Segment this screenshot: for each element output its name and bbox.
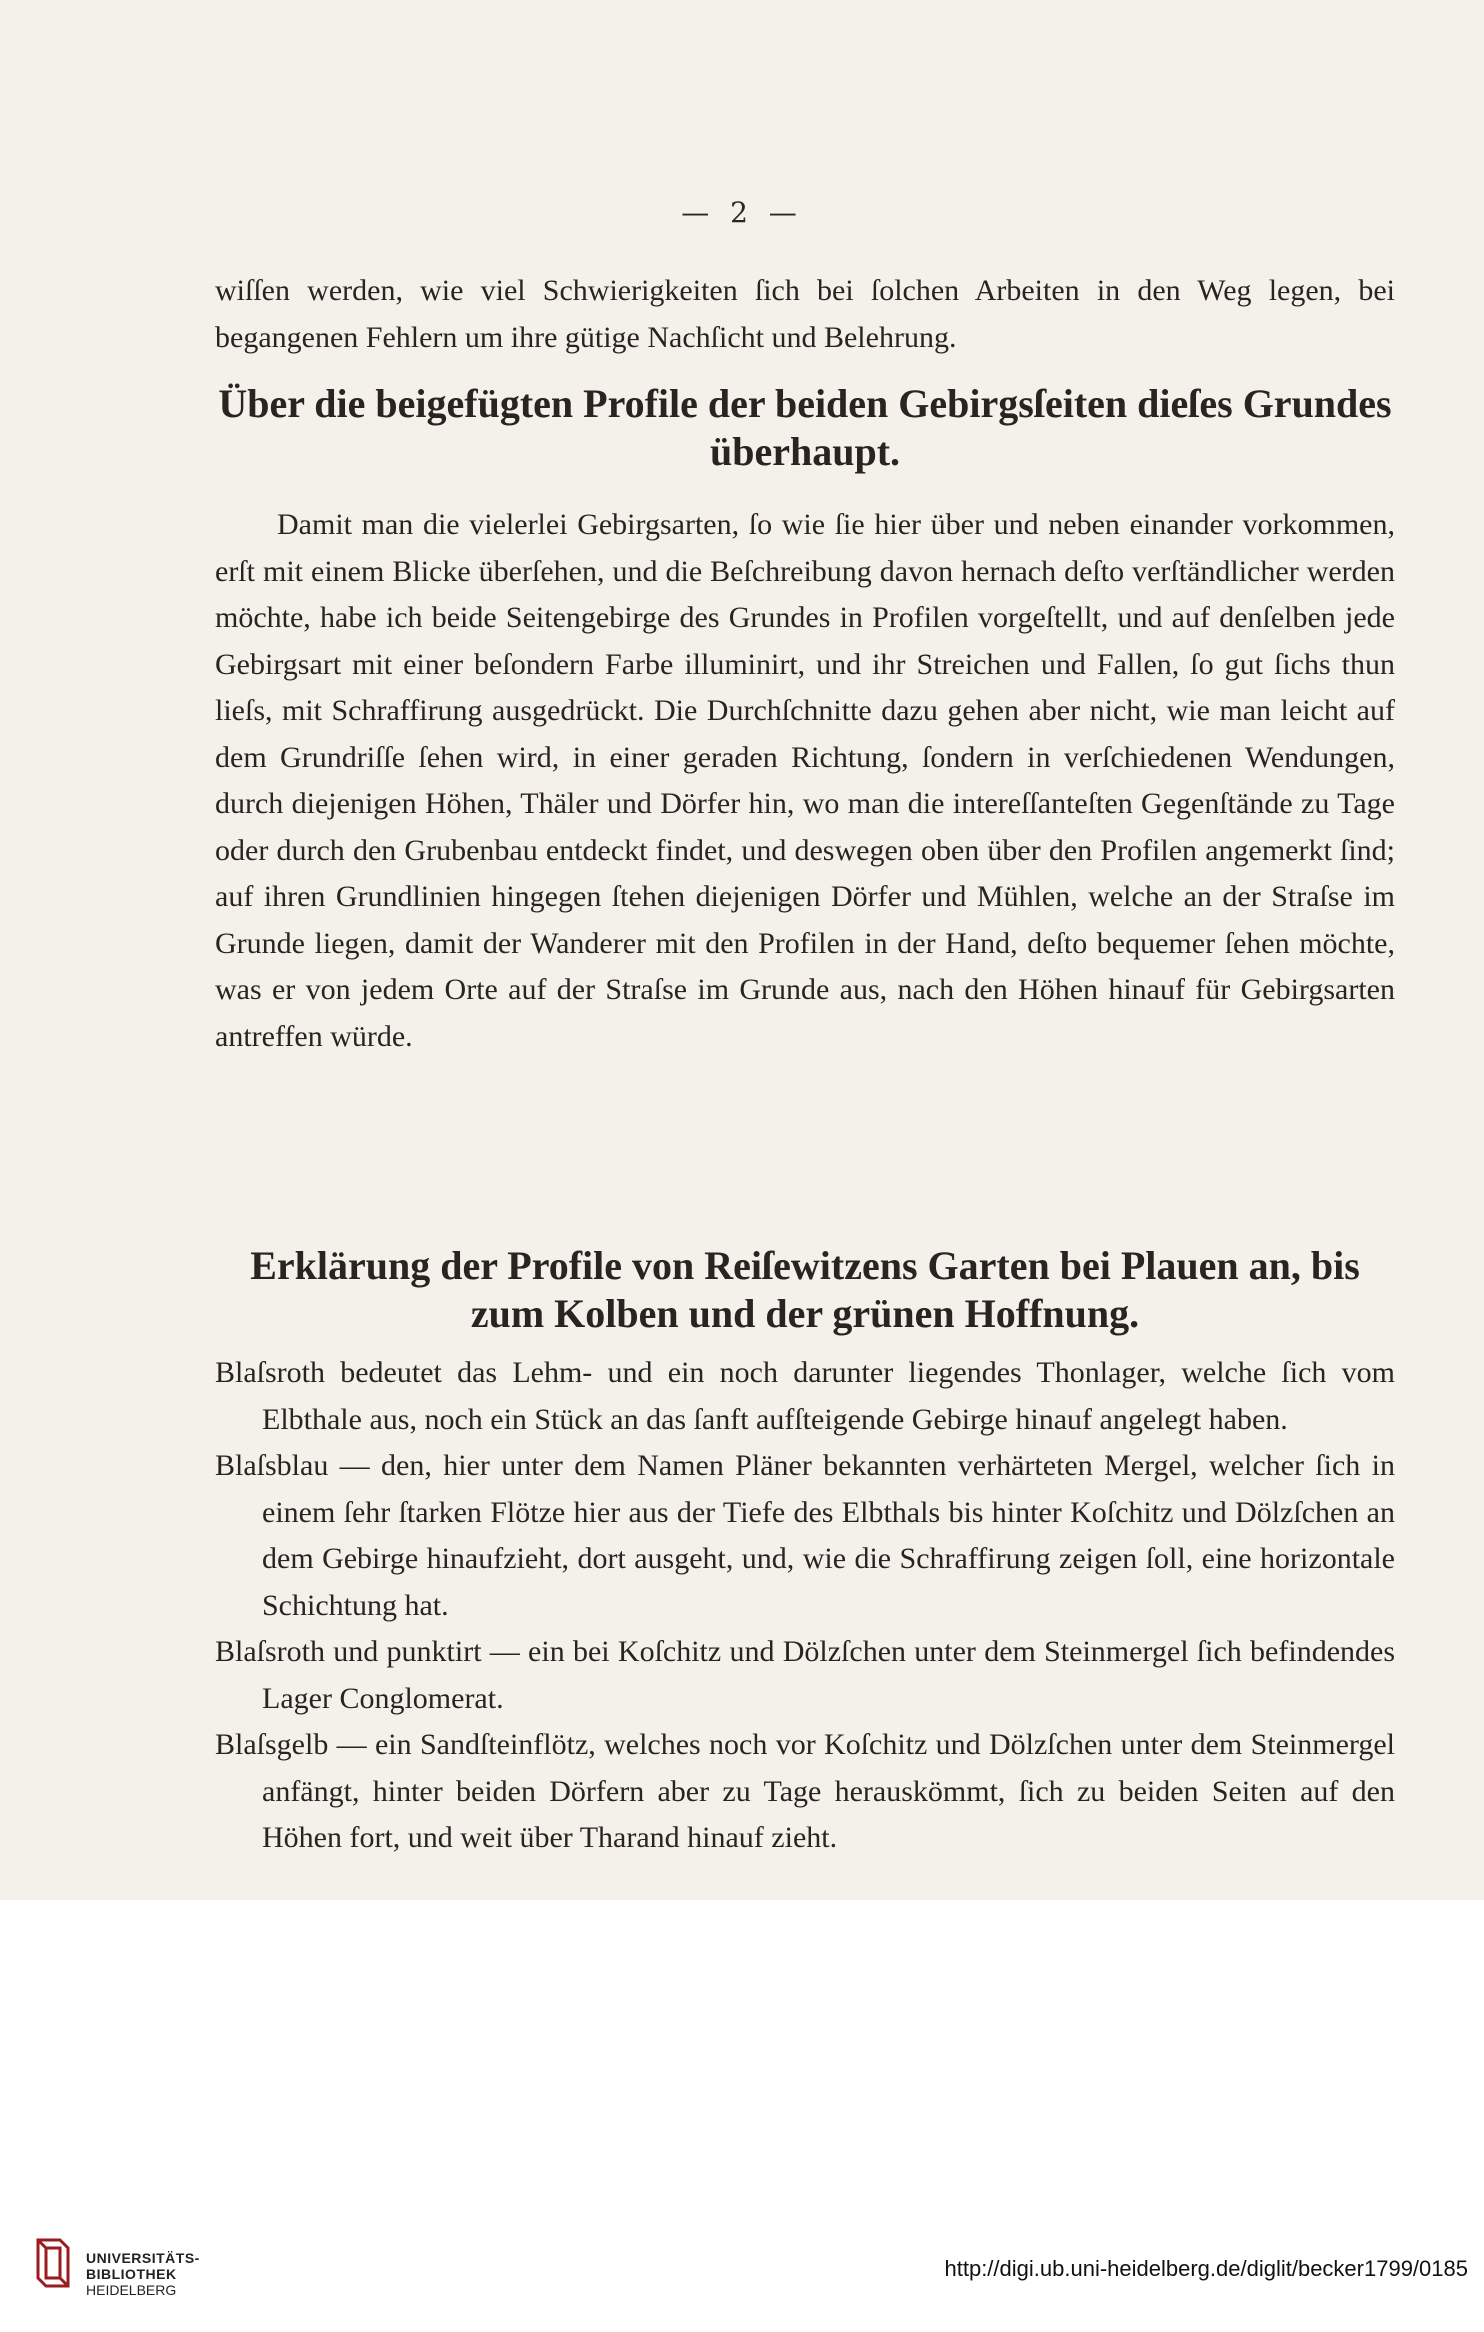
- intro-paragraph-block: [215, 268, 1395, 361]
- profiles-paragraph: Damit man die vielerlei Gebirgsarten, ſo wie ſie hier über und neben einander vorkommen, erſt mit einem Blicke überſehen, und die Beſchreibung davon hernach deſto verſtändlicher werden möchte, habe ich beide Seitengebirge des Grundes in Profilen vorgeſtellt, und auf denſelben jede Gebirgsart mit einer beſondern Farbe illuminirt, und ihr Streichen und Fallen, ſo gut ſichs thun lieſs, mit Schraffirung ausgedrückt. Die Durchſchnitte dazu gehen aber nicht, wie man leicht auf dem Grundriſſe ſehen wird, in einer geraden Richtung, ſondern in verſchiedenen Wendungen, durch diejenigen Höhen, Thäler und Dörfer hin, wo man die intereſſanteſten Gegenſtände zu Tage oder durch den Grubenbau entdeckt findet, und deswegen oben über den Profilen angemerkt ſind; auf ihren Grundlinien hingegen ſtehen diejenigen Dörfer und Mühlen, welche an der Straſse im Grunde liegen, damit der Wanderer mit den Profilen in der Hand, deſto bequemer ſehen möchte, was er von jedem Orte auf der Straſse im Grunde aus, nach den Höhen hinauf für Gebirgsarten antreffen würde.: [215, 508, 1395, 1053]
- page-number: — 2 —: [681, 196, 803, 229]
- section-heading-explanation: Erklärung der Profile von Reiſewitzens Garten bei Plauen an, bis zum Kolben und der grünen Hoffnung.: [250, 1243, 1360, 1336]
- library-name-line: HEIDELBERG: [86, 2282, 177, 2298]
- profiles-paragraph-block: [215, 502, 1395, 1060]
- library-name-line: BIBLIOTHEK: [86, 2266, 177, 2282]
- library-logo-icon: [32, 2232, 74, 2292]
- section-heading-block: [215, 380, 1395, 476]
- legend-entry: Blaſsroth bedeutet das Lehm- und ein noch darunter liegendes Thonlager, welche ſich vom Elbthale aus, noch ein Stück an das ſanft aufſteigende Gebirge hinauf angelegt haben.: [215, 1356, 1395, 1436]
- legend-entry: Blaſsgelb — ein Sandſteinflötz, welches noch vor Koſchitz und Dölzſchen unter dem Steinmergel anfängt, hinter beiden Dörfern aber zu Tage herauskömmt, ſich zu beiden Seiten auf den Höhen fort, und weit über Tharand hinauf zieht.: [215, 1728, 1395, 1854]
- legend-entry: Blaſsblau — den, hier unter dem Namen Pläner bekannten verhärteten Mergel, welcher ſich in einem ſehr ſtarken Flötze hier aus der Tiefe des Elbthals bis hinter Koſchitz und Dölzſchen an dem Gebirge hinaufzieht, dort ausgeht, und, wie die Schraffirung zeigen ſoll, eine horizontale Schichtung hat.: [215, 1449, 1395, 1622]
- intro-paragraph: wiſſen werden, wie viel Schwierigkeiten ſich bei ſolchen Arbeiten in den Weg legen, bei begangenen Fehlern um ihre gütige Nachſicht und Belehrung.: [215, 274, 1395, 354]
- library-name: [86, 2250, 200, 2298]
- section-heading-profiles: Über die beigefügten Profile der beiden Gebirgsſeiten dieſes Grundes überhaupt.: [218, 381, 1392, 474]
- section-heading-block: [215, 1242, 1395, 1338]
- legend-entry: Blaſsroth und punktirt — ein bei Koſchitz und Dölzſchen unter dem Steinmergel ſich befindendes Lager Conglomerat.: [215, 1635, 1395, 1715]
- legend-entries: [215, 1350, 1395, 1862]
- library-name-line: UNIVERSITÄTS-: [86, 2250, 200, 2266]
- source-url-link[interactable]: http://digi.ub.uni-heidelberg.de/diglit/becker1799/0185: [944, 2256, 1468, 2281]
